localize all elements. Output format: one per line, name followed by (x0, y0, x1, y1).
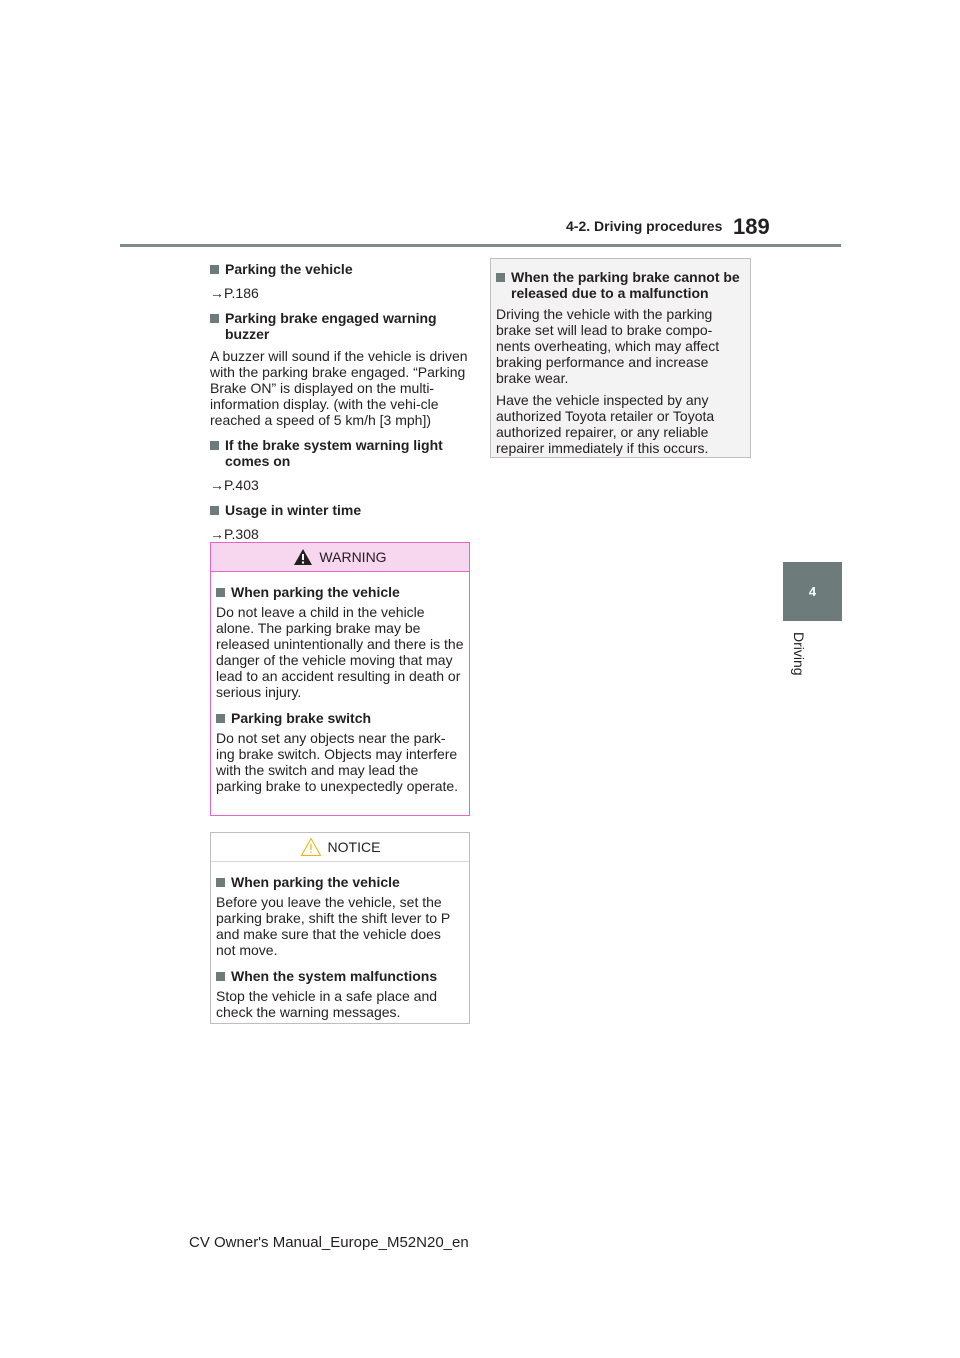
paragraph-buzzer: A buzzer will sound if the vehicle is driven with the parking brake engaged. “Parking Brake ON” is displayed on the multi-information display. (with the vehi-cle reached a speed of 5 km/h [3 mph]) (210, 348, 468, 428)
info-box (490, 258, 751, 458)
chapter-label: Driving (791, 632, 807, 676)
info-heading: When the parking brake cannot be released due to a malfunction (496, 269, 745, 301)
heading-parking-vehicle: Parking the vehicle (210, 261, 468, 277)
warning-paragraph: Do not leave a child in the vehicle alone. The parking brake may be released unintentionally and there is the danger of the vehicle moving that may lead to an accident resulting in death or serious injury. (216, 604, 464, 700)
notice-heading: When parking the vehicle (216, 874, 464, 890)
warning-paragraph: Do not set any objects near the park-ing brake switch. Objects may interfere with the switch and may lead the parking brake to unexpectedly operate. (216, 730, 459, 794)
caution-triangle-icon (300, 837, 322, 857)
info-paragraph: Have the vehicle inspected by any authorized Toyota retailer or Toyota authorized repairer, or any reliable repairer immediately if this occurs. (496, 392, 715, 456)
warning-title (211, 543, 469, 572)
warning-title-text: WARNING (319, 549, 387, 565)
heading-brake-buzzer: Parking brake engaged warning buzzer (210, 310, 468, 342)
notice-heading: When the system malfunctions (216, 968, 464, 984)
info-paragraph: Driving the vehicle with the parking brake set will lead to brake compo-nents overheating, which may affect braking performance and increase brake wear. (496, 306, 720, 386)
section-title: 4-2. Driving procedures (566, 218, 723, 234)
notice-title-text: NOTICE (327, 839, 381, 855)
notice-box (210, 832, 470, 1024)
footer-text: CV Owner's Manual_Europe_M52N20_en (189, 1234, 469, 1251)
notice-paragraph: Stop the vehicle in a safe place and check the warning messages. (216, 988, 438, 1020)
page-reference: →P.186 (210, 285, 259, 301)
notice-paragraph: Before you leave the vehicle, set the parking brake, shift the shift lever to P and make sure that the vehicle does not move. (216, 894, 450, 958)
warning-box (210, 542, 470, 816)
page-reference: →P.308 (210, 526, 259, 542)
chapter-tab (783, 562, 842, 621)
heading-winter: Usage in winter time (210, 502, 468, 518)
page-number: 189 (733, 214, 770, 239)
header-rule (120, 244, 841, 247)
warning-triangle-icon (293, 548, 313, 566)
heading-warning-light: If the brake system warning light comes on (210, 437, 468, 469)
notice-title (211, 833, 469, 862)
page-reference: →P.403 (210, 477, 259, 493)
warning-heading: When parking the vehicle (216, 584, 464, 600)
warning-heading: Parking brake switch (216, 710, 464, 726)
left-column (210, 255, 468, 542)
chapter-number: 4 (808, 584, 817, 599)
